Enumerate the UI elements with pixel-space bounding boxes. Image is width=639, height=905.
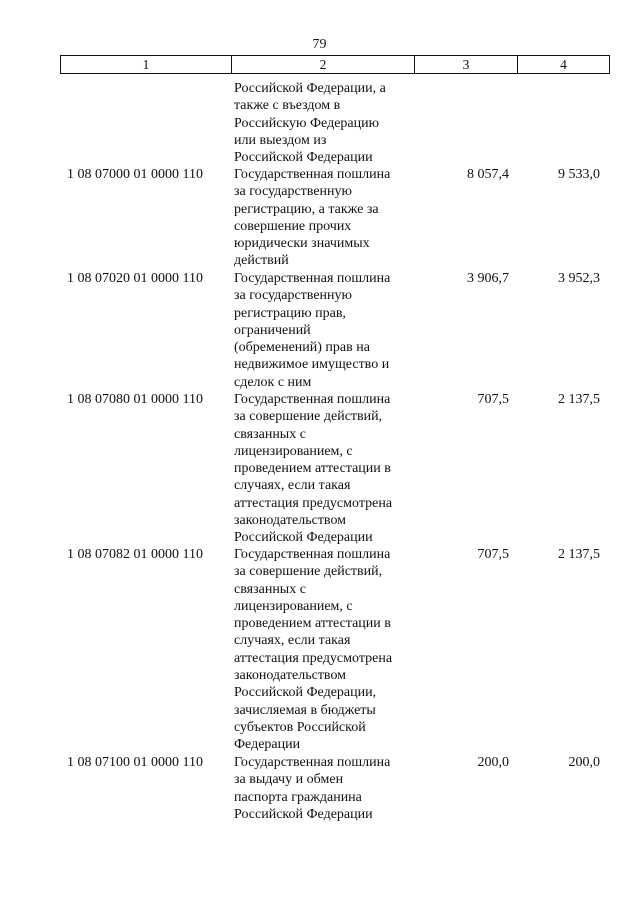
row-value-col3: 707,5: [477, 547, 509, 562]
row-code: 1 08 07000 01 0000 110: [67, 167, 203, 182]
row-code: 1 08 07100 01 0000 110: [67, 755, 203, 770]
row-value-col4: 200,0: [568, 755, 600, 770]
column-header-4: 4: [518, 56, 610, 74]
row-description: Государственная пошлина за государственную регистрацию, а также за совершение прочих юридически значимых действий: [234, 167, 391, 269]
row-value-col3: 707,5: [477, 392, 509, 407]
continuation-description: Российской Федерации, а также с въездом в Российскую Федерацию или выездом из Российской Федерации: [234, 81, 386, 166]
row-value-col4: 2 137,5: [558, 547, 600, 562]
column-header-2: 2: [232, 56, 415, 74]
page-number: 79: [312, 37, 327, 52]
row-description: Государственная пошлина за совершение действий, связанных с лицензированием, с проведением аттестации в случаях, если такая аттестация предусмотрена законодательством Российской Федерации: [234, 392, 393, 546]
row-code: 1 08 07082 01 0000 110: [67, 547, 203, 562]
row-code: 1 08 07020 01 0000 110: [67, 271, 203, 286]
row-description: Государственная пошлина за выдачу и обмен паспорта гражданина Российской Федерации: [234, 755, 391, 822]
row-value-col3: 8 057,4: [467, 167, 509, 182]
column-header-row: [61, 56, 610, 74]
column-header-3: 3: [415, 56, 518, 74]
row-value-col4: 9 533,0: [558, 167, 600, 182]
row-value-col3: 3 906,7: [467, 271, 509, 286]
column-header-1: 1: [61, 56, 232, 74]
row-code: 1 08 07080 01 0000 110: [67, 392, 203, 407]
column-header-table: [60, 55, 610, 74]
row-description: Государственная пошлина за государственную регистрацию прав, ограничений (обременений) прав на недвижимое имущество и сделок с ним: [234, 271, 391, 390]
row-description: Государственная пошлина за совершение действий, связанных с лицензированием, с проведением аттестации в случаях, если такая аттестация предусмотрена законодательством Российской Федерации, зачисляемая в бюджеты субъектов Российской Федерации: [234, 547, 393, 753]
row-value-col3: 200,0: [477, 755, 509, 770]
row-value-col4: 2 137,5: [558, 392, 600, 407]
row-value-col4: 3 952,3: [558, 271, 600, 286]
